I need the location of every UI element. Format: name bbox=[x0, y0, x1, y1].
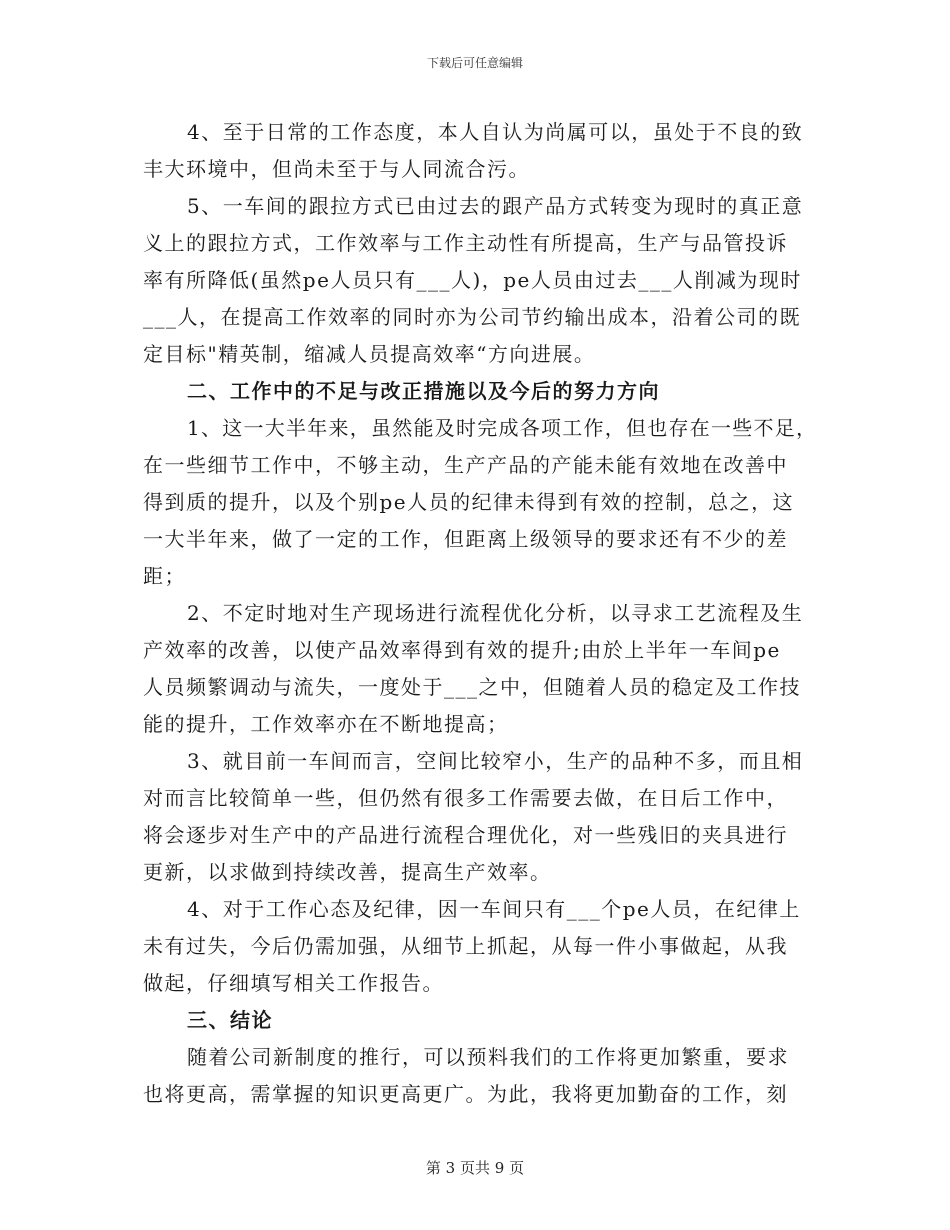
paragraph-line: 3、就目前一车间而言，空间比较窄小，生产的品种不多，而且相 bbox=[187, 749, 804, 773]
page-header: 下载后可任意编辑 bbox=[426, 56, 523, 70]
paragraph-line: 2、不定时地对生产现场进行流程优化分析，以寻求工艺流程及生 bbox=[187, 601, 804, 625]
paragraph-line: 4、对于工作心态及纪律，因一车间只有___个pe人员，在纪律上 bbox=[187, 897, 801, 921]
paragraph-line: 更新，以求做到持续改善，提高生产效率。 bbox=[143, 860, 552, 884]
paragraph-line: 丰大环境中，但尚未至于与人同流合污。 bbox=[143, 157, 530, 181]
paragraph-line: 一大半年来，做了一定的工作，但距离上级领导的要求还有不少的差 bbox=[143, 527, 788, 551]
paragraph-line: 距； bbox=[143, 564, 186, 588]
paragraph-line: 在一些细节工作中，不够主动，生产产品的产能未能有效地在改善中 bbox=[143, 453, 788, 477]
paragraph-line: 5、一车间的跟拉方式已由过去的跟产品方式转变为现时的真正意 bbox=[187, 194, 804, 218]
paragraph-line: 得到质的提升，以及个别pe人员的纪律未得到有效的控制，总之，这 bbox=[143, 490, 795, 514]
section-heading: 二、工作中的不足与改正措施以及今后的努力方向 bbox=[187, 379, 660, 403]
paragraph-line: 定目标"精英制，缩减人员提高效率“方向进展。 bbox=[143, 342, 596, 366]
paragraph-line: 义上的跟拉方式，工作效率与工作主动性有所提高，生产与品管投诉 bbox=[143, 231, 788, 255]
paragraph-line: 做起，仔细填写相关工作报告。 bbox=[143, 971, 444, 995]
paragraph-line: 未有过失，今后仍需加强，从细节上抓起，从每一件小事做起，从我 bbox=[143, 934, 788, 958]
paragraph-line: 将会逐步对生产中的产品进行流程合理优化，对一些残旧的夹具进行 bbox=[143, 823, 788, 847]
page-footer: 第 3 页共 9 页 bbox=[425, 1159, 525, 1177]
paragraph-line: ___人，在提高工作效率的同时亦为公司节约输出成本，沿着公司的既 bbox=[143, 305, 801, 329]
paragraph-line: 率有所降低(虽然pe人员只有___人)，pe人员由过去___人削减为现时 bbox=[143, 268, 802, 292]
paragraph-line: 随着公司新制度的推行，可以预料我们的工作将更加繁重，要求 bbox=[187, 1045, 789, 1069]
paragraph-line: 产效率的改善，以使产品效率得到有效的提升;由於上半年一车间pe bbox=[143, 638, 781, 662]
paragraph-line: 对而言比较简单一些，但仍然有很多工作需要去做，在日后工作中， bbox=[143, 786, 788, 810]
section-heading: 三、结论 bbox=[187, 1008, 273, 1032]
paragraph-line: 1、这一大半年来，虽然能及时完成各项工作，但也存在一些不足， bbox=[187, 416, 818, 440]
paragraph-line: 人员频繁调动与流失，一度处于___之中，但随着人员的稳定及工作技 bbox=[143, 675, 801, 699]
paragraph-line: 能的提升，工作效率亦在不断地提高； bbox=[143, 712, 509, 736]
paragraph-line: 也将更高，需掌握的知识更高更广。为此，我将更加勤奋的工作，刻 bbox=[143, 1082, 788, 1106]
paragraph-line: 4、至于日常的工作态度，本人自认为尚属可以，虽处于不良的致 bbox=[187, 120, 804, 144]
